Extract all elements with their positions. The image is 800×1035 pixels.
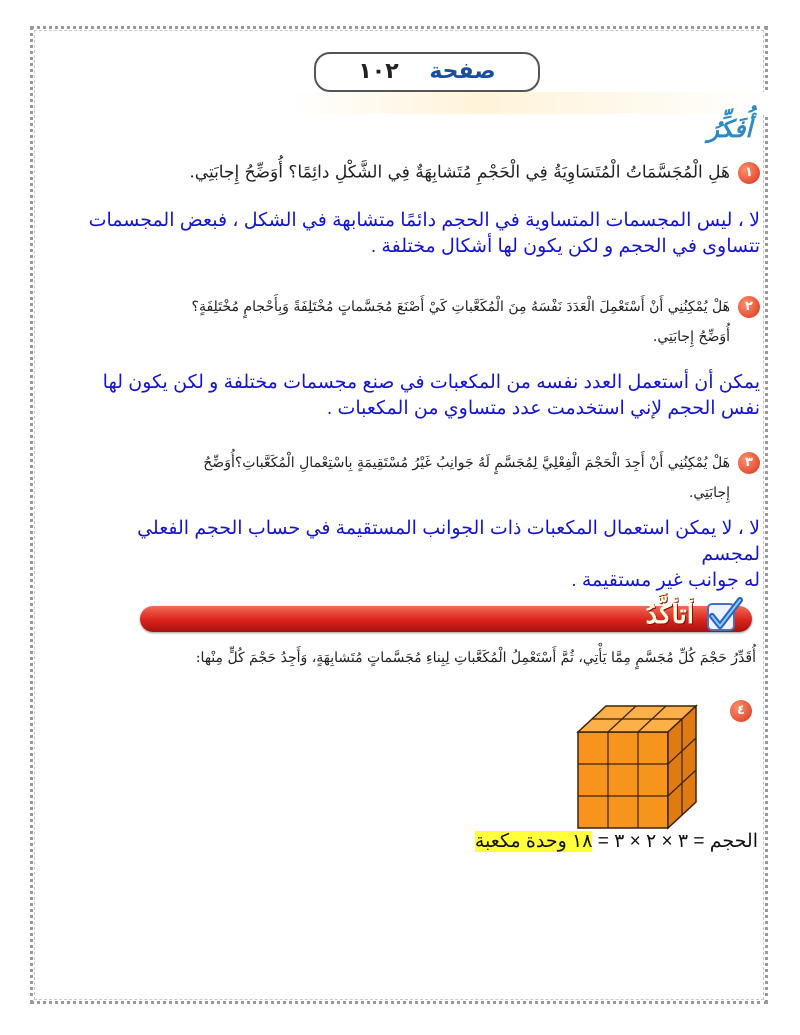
answer-1-line2: تتساوى في الحجم و لكن يكون لها أشكال مختلفة . <box>370 236 760 257</box>
question-2 <box>192 292 760 352</box>
answer-1-line1: لا ، ليس المجسمات المتساوية في الحجم دائمًا متشابهة في الشكل ، فبعض المجسمات <box>88 210 760 231</box>
page-number-tab <box>314 52 540 92</box>
question-3-text-2: إِجابَتِي. <box>688 485 730 501</box>
answer-1 <box>80 208 760 260</box>
volume-formula <box>475 830 758 853</box>
question-2-number: ٢ <box>738 296 760 318</box>
answer-3-line1: لا ، لا يمكن استعمال المكعبات ذات الجوانب المستقيمة في حساب الحجم الفعلي لمجسم <box>137 518 760 565</box>
instruction-text: أُقَدِّرُ حَجْمَ كُلِّ مُجَسَّمٍ مِمَّا يَأْتِي، ثُمَّ أَسْتَعْمِلُ الْمُكَعَّباتِ لِبِناءِ مُجَسَّماتٍ مُتَشابِهَةٍ، وَأَجِدُ حَجْمَ كُلٍّ مِنْها: <box>195 650 756 666</box>
question-1 <box>189 162 760 184</box>
question-1-text: هَلِ الْمُجَسَّمَاتُ الْمُتَسَاوِيَةُ فِي الْحَجْمِ مُتَشابِهَةٌ فِي الشَّكْلِ دائِمًا؟ أُوَضِّحُ إِجابَتِي. <box>189 162 730 183</box>
cube-figure <box>548 700 708 840</box>
answer-2-line1: يمكن أن أستعمل العدد نفسه من المكعبات في صنع مجسمات مختلفة و لكن يكون لها <box>102 372 760 393</box>
formula-equals: = <box>597 831 609 852</box>
section-title: أُفَكِّرُ <box>707 115 752 143</box>
answer-3-line2: له جوانب غير مستقيمة . <box>571 570 760 591</box>
question-1-number: ١ <box>738 162 760 184</box>
page-number: ١٠٢ <box>358 59 399 84</box>
question-2-text-2: أُوَضِّحُ إِجابَتِي. <box>652 329 730 345</box>
page-label: صفحة <box>429 59 496 84</box>
check-banner <box>140 600 752 636</box>
cube-illustration <box>548 700 708 840</box>
answer-2-line2: نفس الحجم لإني استخدمت عدد متساوي من المكعبات . <box>326 398 760 419</box>
answer-2 <box>80 370 760 422</box>
checkmark-icon <box>702 594 746 638</box>
header-underline <box>290 92 770 114</box>
exercise-4-number: ٤ <box>730 700 752 722</box>
question-3-text: هَلْ يُمْكِنُنِي أَنْ أَجِدَ الْحَجْمَ الْفِعْلِيَّ لِمُجَسَّمٍ لَهُ جَوانِبُ غَيْرُ مُسْتَقِيمَةٍ بِاسْتِعْمالِ الْمُكَعَّباتِ؟أُوَضِّحُ <box>203 455 730 471</box>
question-3-number: ٣ <box>738 452 760 474</box>
banner-title: أتأكَّدُ <box>645 600 694 630</box>
question-2-text: هَلْ يُمْكِنُنِي أَنْ أَسْتَعْمِلَ الْعَدَدَ نَفْسَهُ مِنَ الْمُكَعَّباتِ كَيْ أَصْنَعَ مُجَسَّماتٍ مُخْتَلِفَةً وَبِأَحْجامٍ مُخْتَلِفَةٍ؟ <box>191 299 730 315</box>
formula-lhs: الحجم = ٣ × ٢ × ٣ <box>614 831 758 852</box>
formula-result: ١٨ وحدة مكعبة <box>474 831 593 852</box>
answer-3 <box>80 516 760 594</box>
question-3 <box>203 448 760 508</box>
